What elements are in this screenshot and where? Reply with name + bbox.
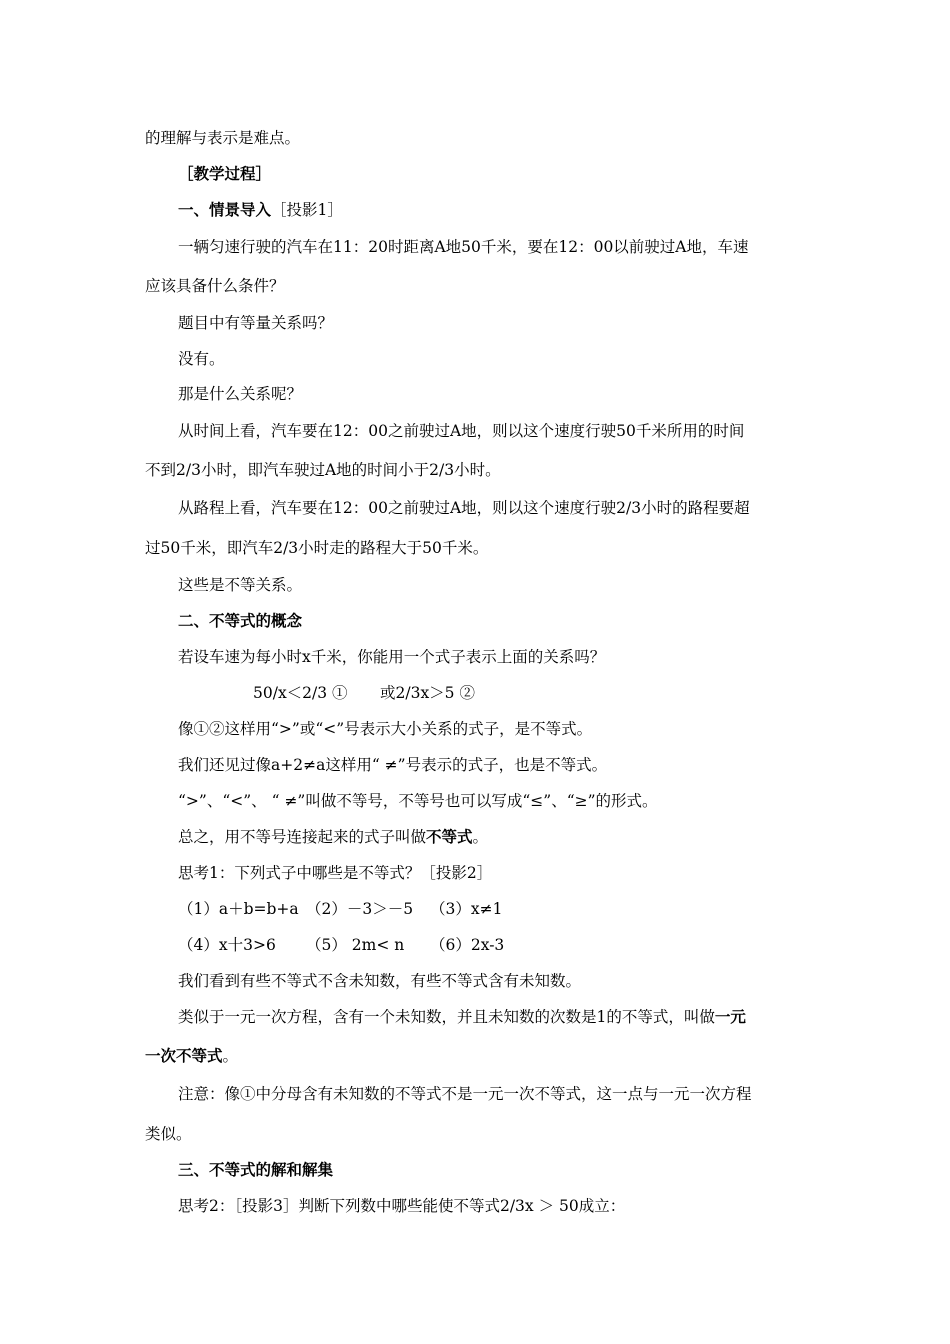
formula-2: 或2/3x＞5 ② [380, 684, 475, 702]
example-item: （5） 2m< n [306, 936, 405, 954]
paragraph-line: 题目中有等量关系吗？ [178, 314, 334, 332]
section-heading: ［教学过程］ [178, 164, 272, 183]
example-item: （3）x≠1 [430, 900, 503, 918]
paragraph-line: 那是什么关系呢？ [178, 385, 303, 403]
text-run: 类似于一元一次方程，含有一个未知数，并且未知数的次数是1的不等式，叫做 [178, 1008, 715, 1026]
key-term: 不等式 [426, 827, 473, 846]
text-run: 总之，用不等号连接起来的式子叫做 [178, 828, 427, 846]
paragraph-line: 不到2/3小时，即汽车驶过A地的时间小于2/3小时。 [145, 461, 501, 479]
paragraph-line: 一辆匀速行驶的汽车在11：20时距离A地50千米，要在12：00以前驶过A地，车速 [178, 238, 749, 256]
text-run: 。 [222, 1047, 239, 1065]
example-item: （2）－3＞－5 [306, 900, 414, 918]
paragraph-line: 没有。 [178, 350, 225, 368]
paragraph-line: 过50千米，即汽车2/3小时走的路程大于50千米。 [145, 539, 489, 557]
paragraph-line: “>”、“<”、 “ ≠”叫做不等号，不等号也可以写成“≤”、“≥”的形式。 [178, 792, 658, 810]
paragraph-line: 像①②这样用“>”或“<”号表示大小关系的式子，是不等式。 [178, 720, 593, 738]
paragraph-line: 这些是不等关系。 [178, 576, 303, 594]
paragraph-line: 若设车速为每小时x千米，你能用一个式子表示上面的关系吗？ [178, 648, 606, 666]
example-item: （1）a＋b=b+a [178, 900, 299, 918]
paragraph-line: 类似。 [145, 1125, 192, 1143]
text-run: 。 [472, 828, 489, 846]
paragraph-line [178, 1007, 746, 1027]
paragraph-line: 的理解与表示是难点。 [145, 129, 301, 147]
paragraph-line [145, 1046, 238, 1066]
paragraph-line: 我们还见过像a+2≠a这样用“ ≠”号表示的式子，也是不等式。 [178, 756, 608, 774]
key-term: 一元 [714, 1007, 746, 1026]
paragraph-line: 应该具备什么条件？ [145, 277, 285, 295]
formula-1: 50/x＜2/3 ① [253, 684, 348, 702]
paragraph-line: 注意：像①中分母含有未知数的不等式不是一元一次不等式，这一点与一元一次方程 [178, 1085, 752, 1103]
section-heading: 二、不等式的概念 [178, 611, 303, 630]
paragraph-line: 思考1：下列式子中哪些是不等式？［投影2］ [178, 864, 493, 882]
section-heading: 三、不等式的解和解集 [178, 1160, 334, 1179]
paragraph-line [178, 827, 488, 847]
example-item: （4）x十3>6 [178, 936, 276, 954]
paragraph-line: 我们看到有些不等式不含未知数，有些不等式含有未知数。 [178, 972, 582, 990]
key-term: 一次不等式 [145, 1046, 223, 1065]
paragraph-line: 思考2：［投影3］判断下列数中哪些能使不等式2/3x ＞ 50成立： [178, 1197, 626, 1215]
projection-note: ［投影1］ [271, 201, 343, 219]
section-heading-line [178, 200, 343, 220]
paragraph-line: 从时间上看，汽车要在12：00之前驶过A地，则以这个速度行驶50千米所用的时间 [178, 422, 745, 440]
example-item: （6）2x-3 [430, 936, 505, 954]
paragraph-line: 从路程上看，汽车要在12：00之前驶过A地，则以这个速度行驶2/3小时的路程要超 [178, 499, 750, 517]
section-heading: 一、情景导入 [178, 200, 272, 219]
